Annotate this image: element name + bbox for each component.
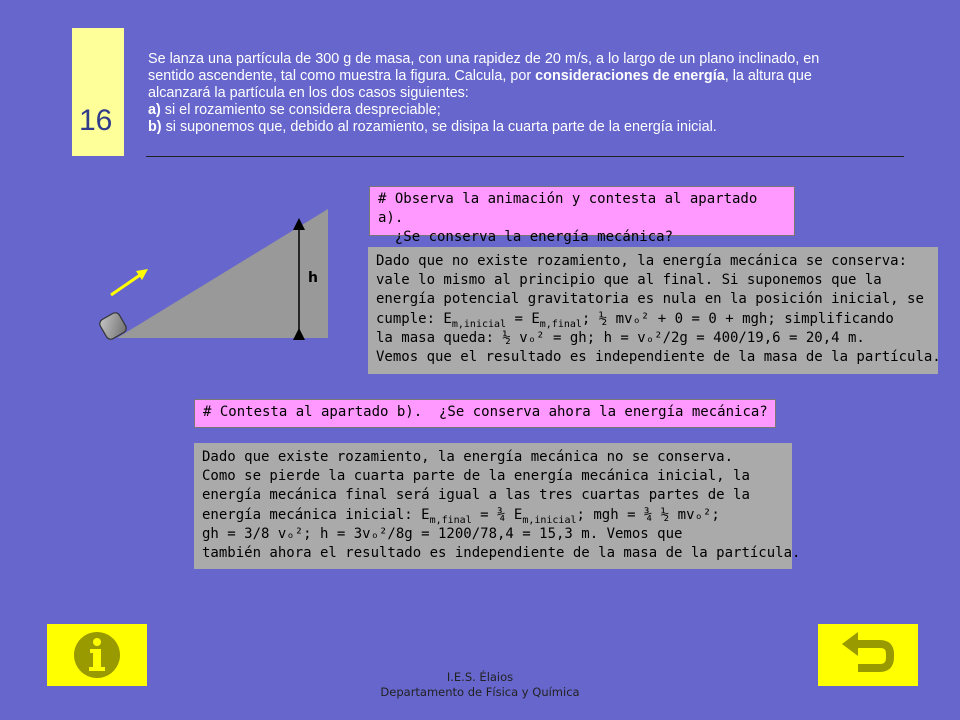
prompt-a-line-1: # Observa la animación y contesta al apartado a).: [378, 191, 758, 226]
statement-line-3: alcanzará la partícula en los dos casos siguientes:: [148, 85, 469, 101]
answer-b-line: energía mecánica inicial: $E_{m,final}$ = ¾ $E_{m,inicial}$; mgh = ¾ ½ mvₒ²;: [202, 506, 720, 526]
footer-school: I.E.S. Élaios: [446, 670, 514, 684]
inclined-plane: [117, 209, 328, 338]
problem-number-box: [72, 28, 124, 156]
answer-a-line: Vemos que el resultado es independiente de la masa de la partícula.: [376, 349, 941, 366]
height-label: h: [308, 270, 318, 286]
statement-line-2: sentido ascendente, tal como muestra la figura. Calcula, por consideraciones de energía, la altura que: [148, 68, 812, 84]
answer-b-line: Como se pierde la cuarta parte de la energía mecánica inicial, la: [202, 468, 750, 485]
answer-a-line: vale lo mismo al principio que al final. Si suponemos que la: [376, 272, 882, 289]
prompt-a-line-2: ¿Se conserva la energía mecánica?: [378, 229, 674, 245]
answer-a-line: Dado que no existe rozamiento, la energía mecánica se conserva:: [376, 253, 908, 269]
answer-b-line: gh = 3/8 vₒ²; h = 3vₒ²/8g = 1200/78,4 = 15,3 m. Vemos que: [202, 525, 683, 542]
prompt-a: [369, 186, 795, 245]
velocity-arrow-icon: [111, 269, 148, 295]
prompt-b: [194, 399, 776, 428]
problem-statement: [148, 51, 918, 136]
footer-department: Departamento de Física y Química: [380, 685, 580, 699]
answer-a-line: la masa queda: ½ vₒ² = gh; h = vₒ²/2g = 400/19,6 = 20,4 m.: [376, 329, 865, 346]
answer-b-line: energía mecánica final será igual a las tres cuartas partes de la: [202, 487, 750, 504]
statement-case-b: b) si suponemos que, debido al rozamiento, se disipa la cuarta parte de la energía inicial.: [148, 119, 717, 135]
answer-b: [194, 443, 801, 569]
answer-a: [368, 247, 941, 374]
answer-b-line: también ahora el resultado es independiente de la masa de la partícula.: [202, 545, 801, 562]
answer-a-line: energía potencial gravitatoria es nula en la posición inicial, se: [376, 291, 924, 308]
inclined-plane-figure: [95, 205, 335, 345]
problem-number: 16: [79, 104, 113, 137]
answer-b-line: Dado que existe rozamiento, la energía mecánica no se conserva.: [202, 449, 734, 465]
answer-a-line: cumple: $E_{m,inicial} = E_{m,final}$; ½ mvₒ² + 0 = 0 + mgh; simplificando: [376, 310, 894, 330]
prompt-b-text: # Contesta al apartado b). ¿Se conserva ahora la energía mecánica?: [203, 404, 768, 420]
statement-line-1: Se lanza una partícula de 300 g de masa, con una rapidez de 20 m/s, a lo largo de un plano inclinado, en: [148, 51, 820, 67]
statement-case-a: a) si el rozamiento se considera despreciable;: [148, 102, 441, 118]
divider: [146, 156, 904, 157]
